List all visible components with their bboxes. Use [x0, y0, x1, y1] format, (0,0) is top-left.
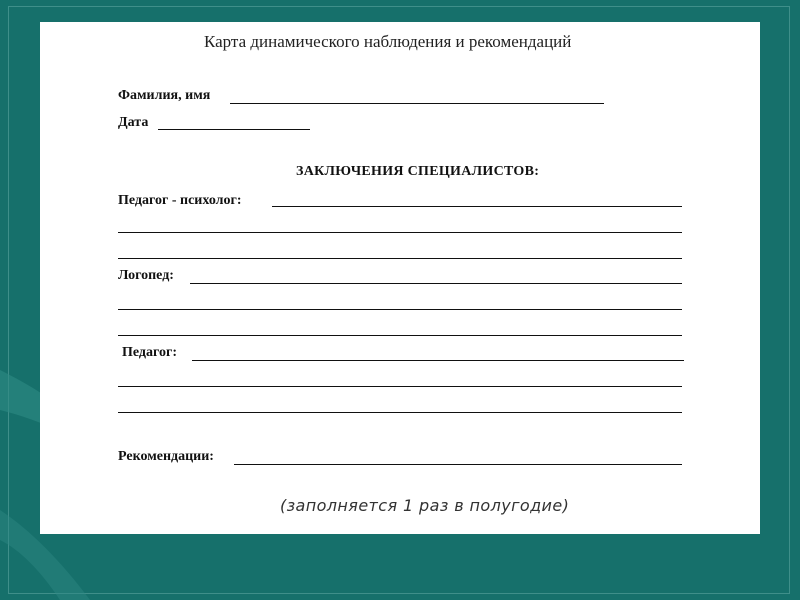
name-label: Фамилия, имя [118, 88, 211, 103]
recommendations-line[interactable] [234, 464, 682, 465]
psychologist-line-3[interactable] [118, 258, 682, 259]
footer-note: (заполняется 1 раз в полугодие) [280, 496, 570, 515]
name-field-line[interactable] [230, 103, 604, 104]
psychologist-line-2[interactable] [118, 232, 682, 233]
teacher-line-1[interactable] [192, 360, 684, 361]
date-field-line[interactable] [158, 129, 310, 130]
recommendations-label: Рекомендации: [118, 449, 214, 464]
section-heading: ЗАКЛЮЧЕНИЯ СПЕЦИАЛИСТОВ: [296, 164, 540, 179]
psychologist-label: Педагог - психолог: [118, 193, 242, 208]
teacher-label: Педагог: [122, 345, 178, 360]
speech-therapist-line-2[interactable] [118, 309, 682, 310]
speech-therapist-line-3[interactable] [118, 335, 682, 336]
teacher-line-2[interactable] [118, 386, 682, 387]
psychologist-line-1[interactable] [272, 206, 682, 207]
form-sheet [40, 22, 760, 534]
form-title: Карта динамического наблюдения и рекомендаций [204, 32, 572, 51]
teacher-line-3[interactable] [118, 412, 682, 413]
speech-therapist-line-1[interactable] [190, 283, 682, 284]
speech-therapist-label: Логопед: [118, 268, 174, 283]
date-label: Дата [118, 115, 149, 130]
